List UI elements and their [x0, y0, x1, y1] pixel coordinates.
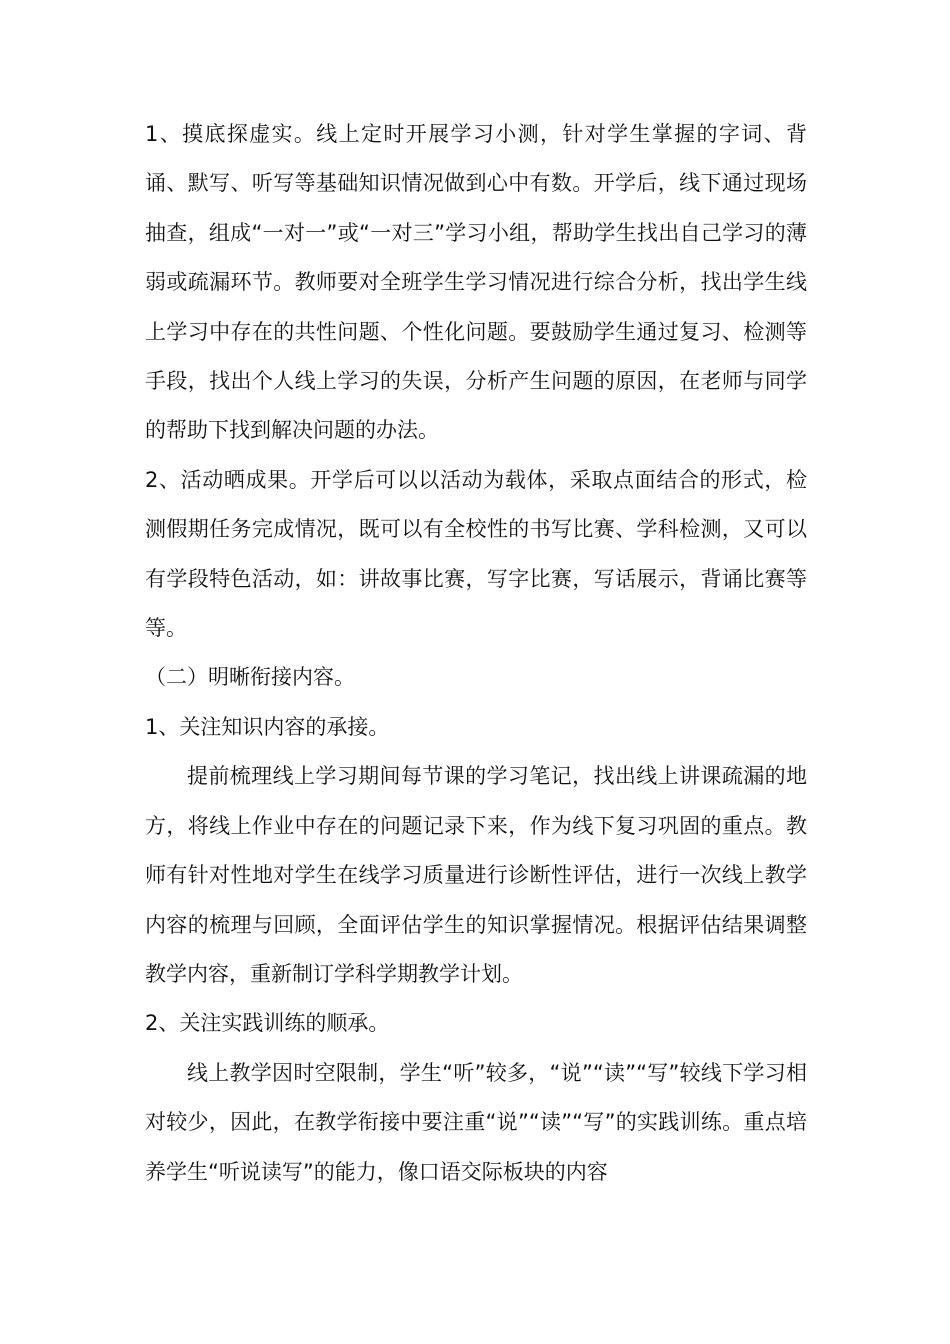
paragraph-knowledge-body: 提前梳理线上学习期间每节课的学习笔记，找出线上讲课疏漏的地方，将线上作业中存在的问题记录下来，作为线下复习巩固的重点。教师有针对性地对学生在线学习质量进行诊断性评估，进行一次线上教学内容的梳理与回顾，全面评估学生的知识掌握情况。根据评估结果调整教学内容，重新制订学科学期教学计划。 — [145, 764, 807, 986]
section-heading-content: （二）明晰衔接内容。 — [145, 665, 355, 690]
paragraph-practice-body: 线上教学因时空限制，学生“听”较多，“说”“读”“写”较线下学习相对较少，因此，在教学衔接中要注重“说”“读”“写”的实践训练。重点培养学生“听说读写”的能力，像口语交际板块的内容 — [145, 1060, 807, 1184]
document-page — [145, 110, 807, 1197]
subheading-practice: 2、关注实践训练的顺承。 — [145, 1011, 390, 1036]
paragraph-1-mock-test: 1、摸底探虚实。线上定时开展学习小测，针对学生掌握的字词、背诵、默写、听写等基础知识情况做到心中有数。开学后，线下通过现场抽查，组成“一对一”或“一对三”学习小组，帮助学生找出自己学习的薄弱或疏漏环节。教师要对全班学生学习情况进行综合分析，找出学生线上学习中存在的共性问题、个性化问题。要鼓励学生通过复习、检测等手段，找出个人线上学习的失误，分析产生问题的原因，在老师与同学的帮助下找到解决问题的办法。 — [145, 122, 807, 443]
subheading-knowledge: 1、关注知识内容的承接。 — [145, 714, 390, 739]
paragraph-2-activities: 2、活动晒成果。开学后可以以活动为载体，采取点面结合的形式，检测假期任务完成情况，既可以有全校性的书写比赛、学科检测，又可以有学段特色活动，如：讲故事比赛，写字比赛，写话展示，背诵比赛等等。 — [145, 467, 807, 641]
